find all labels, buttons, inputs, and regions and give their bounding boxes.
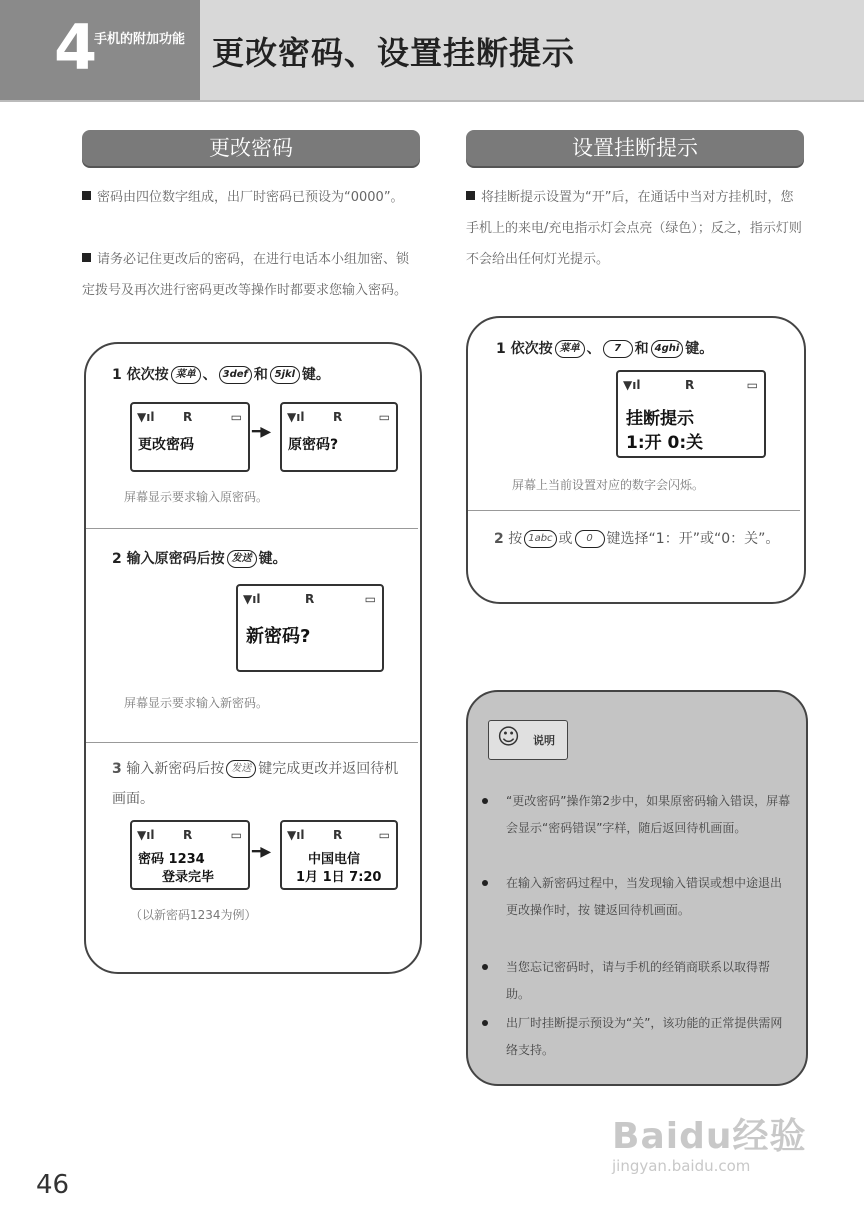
phone-screen xyxy=(280,820,398,890)
battery-icon: ▭ xyxy=(746,378,758,392)
key-0-icon: 0 xyxy=(575,530,605,548)
note-item: 出厂时挂断提示预设为“关”，该功能的正常提供需网络支持。 xyxy=(482,1010,792,1064)
signal-icon: ▼ıl xyxy=(243,592,261,606)
roaming-icon: R xyxy=(333,828,343,842)
divider xyxy=(86,528,418,529)
screen-line: 挂断提示 xyxy=(626,409,694,429)
screen-line: 1月 1日 7:20 xyxy=(296,870,382,885)
screen-line: 原密码? xyxy=(288,437,339,453)
arrow-right-icon: ━▶ xyxy=(252,844,272,860)
phone-screen xyxy=(616,370,766,458)
signal-icon: ▼ıl xyxy=(137,828,155,842)
step-1-instruction: 1 依次按 菜单 、 7 和 4ghi 键。 xyxy=(496,341,714,357)
screen-line: 更改密码 xyxy=(138,437,194,453)
menu-key-icon: 菜单 xyxy=(171,366,201,384)
key-3def-icon: 3def xyxy=(219,366,252,384)
chapter-number: 4 xyxy=(54,11,98,84)
note-item: 当您忘记密码时，请与手机的经销商联系以取得帮助。 xyxy=(482,954,792,1008)
page-title: 更改密码、设置挂断提示 xyxy=(212,34,576,72)
divider xyxy=(468,510,800,511)
battery-icon: ▭ xyxy=(378,828,390,842)
roaming-icon: R xyxy=(305,592,315,606)
header-bar xyxy=(0,0,864,102)
key-4ghi-icon: 4ghi xyxy=(651,340,684,358)
note-box xyxy=(466,690,808,1086)
screen-line: 登录完毕 xyxy=(162,870,215,885)
phone-screen xyxy=(130,402,250,472)
watermark-logo: Baidu经验 jingyan.baidu.com xyxy=(612,1116,807,1175)
note-item: “更改密码”操作第2步中，如果原密码输入错误，屏幕会显示“密码错误”字样，随后返回待机画面。 xyxy=(482,788,792,842)
bullet-item: 请务必记住更改后的密码，在进行电话本小组加密、锁定拨号及再次进行密码更改等操作时都要求您输入密码。 xyxy=(82,252,410,298)
steps-box-hangup-alert xyxy=(466,316,806,604)
roaming-icon: R xyxy=(685,378,695,392)
screen-line: 密码 1234 xyxy=(138,852,205,867)
signal-icon: ▼ıl xyxy=(287,828,305,842)
bullet-item: 密码由四位数字组成，出厂时密码已预设为“0000”。 xyxy=(82,182,418,213)
step-2-instruction: 2 输入原密码后按 发送 键。 xyxy=(112,551,287,567)
section-title-change-password: 更改密码 xyxy=(82,130,420,166)
arrow-right-icon: ━▶ xyxy=(252,424,272,440)
step-2-instruction: 2 按 1abc 或 0 键选择“1：开”或“0：关”。 xyxy=(494,531,780,547)
step-caption: 屏幕显示要求输入原密码。 xyxy=(124,490,269,504)
signal-icon: ▼ıl xyxy=(623,378,641,392)
battery-icon: ▭ xyxy=(364,592,376,606)
key-5jkl-icon: 5jkl xyxy=(270,366,300,384)
bullet-item: 将挂断提示设置为“开”后，在通话中当对方挂机时，您手机上的来电/充电指示灯会点亮（绿色）；反之，指示灯则不会给出任何灯光提示。 xyxy=(466,190,802,267)
battery-icon: ▭ xyxy=(230,828,242,842)
roaming-icon: R xyxy=(183,410,193,424)
note-item: 在输入新密码过程中，当发现输入错误或想中途退出更改操作时，按 键返回待机画面。 xyxy=(482,870,792,924)
send-key-icon: 发送 xyxy=(226,760,256,778)
phone-screen xyxy=(280,402,398,472)
step-3-instruction: 3 输入新密码后按 发送 键完成更改并返回待机画面。 xyxy=(112,761,399,807)
roaming-icon: R xyxy=(183,828,193,842)
screen-line: 1:开 0:关 xyxy=(626,433,704,453)
menu-key-icon: 菜单 xyxy=(555,340,585,358)
chapter-block xyxy=(0,0,200,100)
signal-icon: ▼ıl xyxy=(287,410,305,424)
signal-icon: ▼ıl xyxy=(137,410,155,424)
chapter-subtitle: 手机的附加功能 xyxy=(94,32,186,47)
person-icon: ☺ xyxy=(497,725,520,750)
divider xyxy=(86,742,418,743)
page-number: 46 xyxy=(36,1170,70,1200)
roaming-icon: R xyxy=(333,410,343,424)
battery-icon: ▭ xyxy=(378,410,390,424)
key-1abc-icon: 1abc xyxy=(524,530,556,548)
step-caption: 屏幕显示要求输入新密码。 xyxy=(124,696,269,710)
step-caption: （以新密码1234为例） xyxy=(130,908,257,922)
step-1-instruction: 1 依次按 菜单 、 3def 和 5jkl 键。 xyxy=(112,367,330,383)
send-key-icon: 发送 xyxy=(227,550,257,568)
screen-line: 新密码? xyxy=(246,626,311,647)
battery-icon: ▭ xyxy=(230,410,242,424)
step-caption: 屏幕上当前设置对应的数字会闪烁。 xyxy=(512,478,705,492)
phone-screen xyxy=(130,820,250,890)
key-7-icon: 7 xyxy=(603,340,633,358)
screen-line: 中国电信 xyxy=(308,852,361,867)
phone-screen xyxy=(236,584,384,672)
note-badge: ☺ 说明 xyxy=(488,720,568,760)
section-title-hangup-alert: 设置挂断提示 xyxy=(466,130,804,166)
